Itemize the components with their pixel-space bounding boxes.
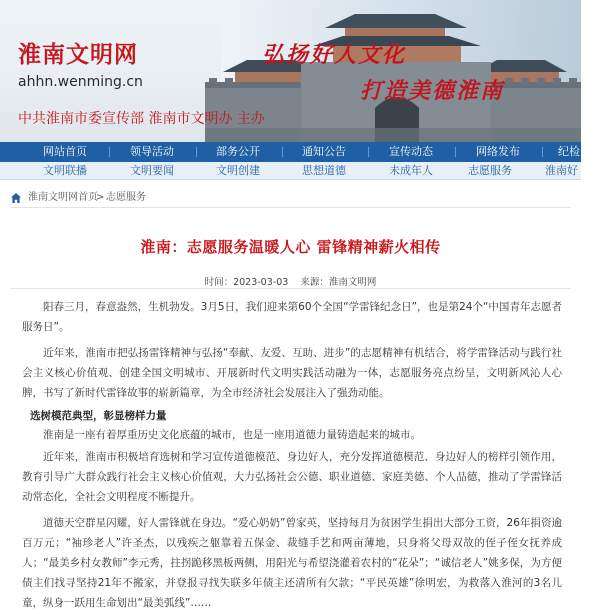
nav-item-notices[interactable]: 通知公告	[302, 145, 346, 158]
time-label: 时间：	[204, 277, 234, 288]
site-url: ahhn.wenming.cn	[18, 74, 143, 90]
breadcrumb	[10, 190, 571, 208]
nav-separator	[542, 147, 543, 157]
primary-nav	[0, 142, 591, 162]
article-meta	[0, 274, 581, 288]
site-logo-title[interactable]: 淮南文明网	[18, 42, 138, 68]
home-icon[interactable]	[10, 192, 22, 204]
subnav-item-broadcast[interactable]: 文明联播	[43, 164, 87, 177]
divider	[10, 288, 571, 289]
article-paragraph: 近年来，淮南市把弘扬雷锋精神与弘扬“奉献、友爱、互助、进步”的志愿精神有机结合，将学雷锋活动与践行社会主义核心价值观、创建全国文明城市、开展新时代文明实践活动融为一体，志愿服务亮点纷呈，文明新风沁人心脾，书写了新时代雷锋故事的崭新篇章，为全市经济社会发展注入了强劲动能。	[22, 347, 562, 399]
nav-separator	[455, 147, 456, 157]
subnav-item-news[interactable]: 文明要闻	[130, 164, 174, 177]
article-source: 淮南文明网	[328, 277, 377, 288]
subnav-item-creation[interactable]: 文明创建	[216, 164, 260, 177]
article-title: 淮南：志愿服务温暖人心 雷锋精神薪火相传	[140, 238, 441, 256]
publish-date: 2023-03-03	[233, 277, 289, 288]
nav-item-release[interactable]: 网络发布	[476, 145, 520, 158]
site-banner	[0, 0, 581, 142]
breadcrumb-separator: >	[96, 192, 105, 203]
nav-item-publicity[interactable]: 宣传动态	[389, 145, 433, 158]
article-subheading: 选树模范典型，彰显榜样力量	[30, 410, 167, 422]
nav-separator	[109, 147, 110, 157]
subnav-item-morality[interactable]: 思想道德	[302, 164, 346, 177]
nav-item-leaders[interactable]: 领导活动	[130, 145, 174, 158]
article-paragraph: 淮南是一座有着厚重历史文化底蕴的城市，也是一座用道德力量铸造起来的城市。	[43, 429, 421, 441]
site-host: 中共淮南市委宣传部 淮南市文明办 主办	[18, 111, 265, 127]
article-paragraph: 道德天空群星闪耀，好人雷锋就在身边。“爱心奶奶”曾家英，坚持每月为贫困学生捐出大部分工资，26年捐资逾百万元；“袖珍老人”许圣杰，以残疾之躯靠着五保金、裁缝手艺和两亩薄地，只身将父母双故的侄子侄女抚养成人；“最美乡村女教师”李元秀，拄拐跪移黑板两侧，用阳光与希望浇灌着农村的“花朵”；“诚信老人”姚多保，为方便债主们找寻坚持21年不搬家，并登报寻找失联多年债主还清所有欠款；“平民英雄”徐明宏，为救落入淮河的3名儿童，纵身一跃用生命划出“最美弧线”……	[22, 517, 562, 609]
breadcrumb-section-link[interactable]: 志愿服务	[106, 192, 146, 203]
nav-separator	[282, 147, 283, 157]
subnav-item-volunteer[interactable]: 志愿服务	[468, 164, 512, 177]
nav-item-home[interactable]: 网站首页	[43, 145, 87, 158]
subnav-item-minors[interactable]: 未成年人	[389, 164, 433, 177]
source-label: 来源：	[300, 277, 329, 288]
article-paragraph: 近年来，淮南市积极培育选树和学习宣传道德模范、身边好人，充分发挥道德模范、身边好人的榜样引领作用，教育引导广大群众践行社会主义核心价值观，大力弘扬社会公德、职业道德、家庭美德、个人品德，推动了学雷锋活动常态化，全社会文明程度不断提升。	[22, 451, 562, 503]
nav-item-discipline[interactable]: 纪检监	[558, 145, 591, 158]
subnav-item-good-people[interactable]: 淮南好	[545, 164, 578, 177]
breadcrumb-home-link[interactable]: 淮南文明网首页	[28, 192, 98, 203]
slogan-line-1: 弘扬好人文化	[262, 42, 407, 68]
secondary-nav	[0, 162, 581, 180]
nav-separator	[196, 147, 197, 157]
article-paragraph: 阳春三月，春意盎然，生机勃发。3月5日，我们迎来第60个全国“学雷锋纪念日”，也是第24个“中国青年志愿者服务日”。	[22, 301, 562, 333]
nav-separator	[368, 147, 369, 157]
slogan-line-2: 打造美德淮南	[360, 78, 505, 104]
nav-item-affairs[interactable]: 部务公开	[216, 145, 260, 158]
